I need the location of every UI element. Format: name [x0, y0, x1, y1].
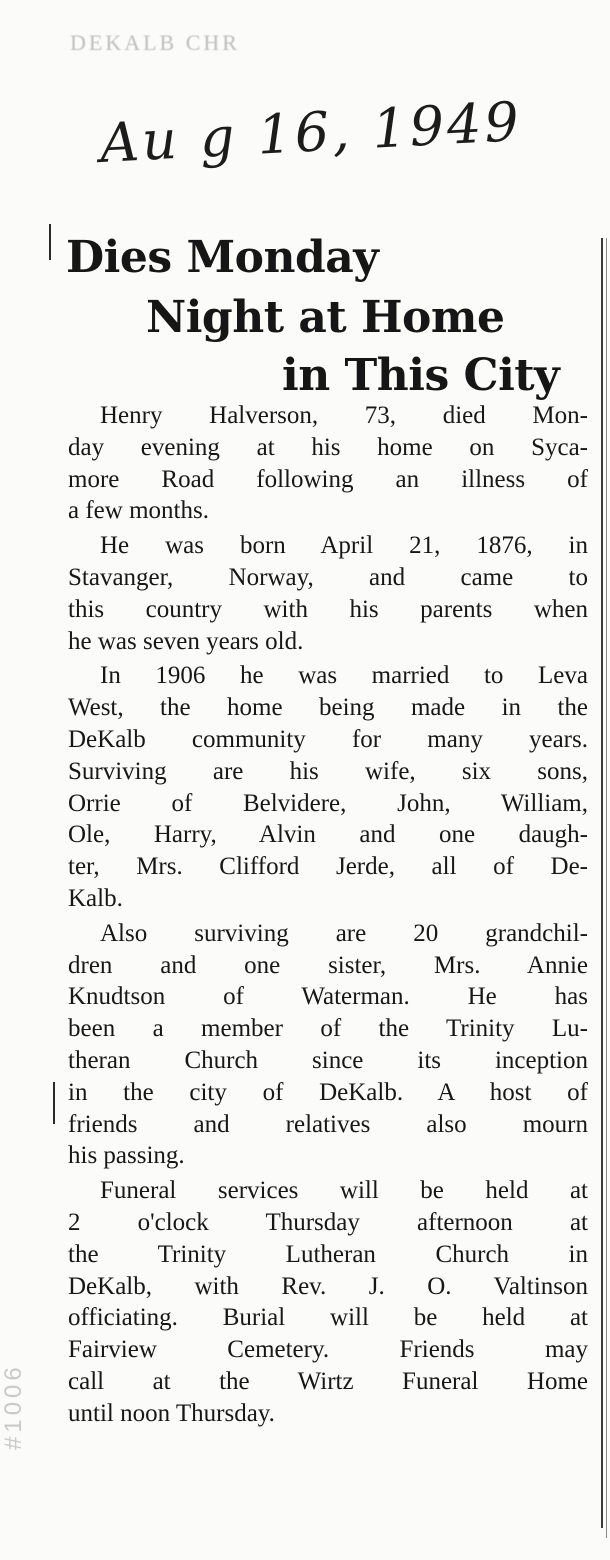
text-line: 2 o'clock Thursday afternoon at [68, 1208, 588, 1236]
text-line: ter, Mrs. Clifford Jerde, all of De- [68, 853, 588, 881]
paragraph-birth [68, 530, 588, 657]
text-line: Stavanger, Norway, and came to [68, 563, 588, 591]
paragraph-funeral [68, 1175, 588, 1429]
text-line: DeKalb, with Rev. J. O. Valtinson [68, 1272, 588, 1300]
text-line: friends and relatives also mourn [68, 1110, 588, 1138]
text-line: in the city of DeKalb. A host of [68, 1078, 588, 1106]
faded-masthead: DEKALB CHR [70, 30, 240, 55]
text-line: officiating. Burial will be held at [68, 1304, 588, 1332]
text-line: Ole, Harry, Alvin and one daugh- [68, 821, 588, 849]
text-line: his passing. [68, 1142, 185, 1170]
text-line: the Trinity Lutheran Church in [68, 1240, 588, 1268]
column-rule-left-bottom [53, 1082, 55, 1124]
column-rule-left-top [49, 224, 51, 260]
text-line: West, the home being made in the [68, 694, 588, 722]
paragraph-also-surviving [68, 918, 588, 1172]
text-line: more Road following an illness of [68, 465, 588, 493]
text-line: He was born April 21, 1876, in [100, 532, 588, 560]
text-line: In 1906 he was married to Leva [100, 662, 588, 690]
text-line: been a member of the Trinity Lu- [68, 1015, 588, 1043]
column-rule-right-outer [606, 238, 607, 1538]
article-body [68, 400, 588, 1433]
text-line: day evening at his home on Syca- [68, 433, 588, 461]
headline-line-2: Night at Home [146, 292, 505, 343]
column-rule-right [601, 238, 603, 1528]
text-line: Funeral services will be held at [100, 1177, 588, 1205]
text-line: Surviving are his wife, six sons, [68, 757, 588, 785]
text-line: a few months. [68, 497, 209, 525]
text-line: this country with his parents when [68, 595, 588, 623]
paragraph-marriage-survivors [68, 660, 588, 914]
text-line: Henry Halverson, 73, died Mon- [100, 402, 588, 429]
text-line: DeKalb community for many years. [68, 725, 588, 753]
text-line: until noon Thursday. [68, 1399, 275, 1427]
text-line: Kalb. [68, 884, 123, 912]
headline-line-1: Dies Monday [66, 232, 379, 283]
text-line: theran Church since its inception [68, 1046, 588, 1074]
text-line: call at the Wirtz Funeral Home [68, 1367, 588, 1395]
text-line: dren and one sister, Mrs. Annie [68, 951, 588, 979]
text-line: Also surviving are 20 grandchil- [100, 919, 588, 947]
text-line: Knudtson of Waterman. He has [68, 983, 588, 1011]
text-line: Orrie of Belvidere, John, William, [68, 789, 588, 817]
text-line: he was seven years old. [68, 627, 304, 655]
text-line: Fairview Cemetery. Friends may [68, 1336, 588, 1364]
headline-line-3: in This City [282, 350, 560, 401]
handwritten-date: Au g 16, 1949 [98, 89, 524, 175]
paragraph-death-notice [68, 400, 588, 527]
archive-stamp: #1006 [0, 1363, 27, 1450]
